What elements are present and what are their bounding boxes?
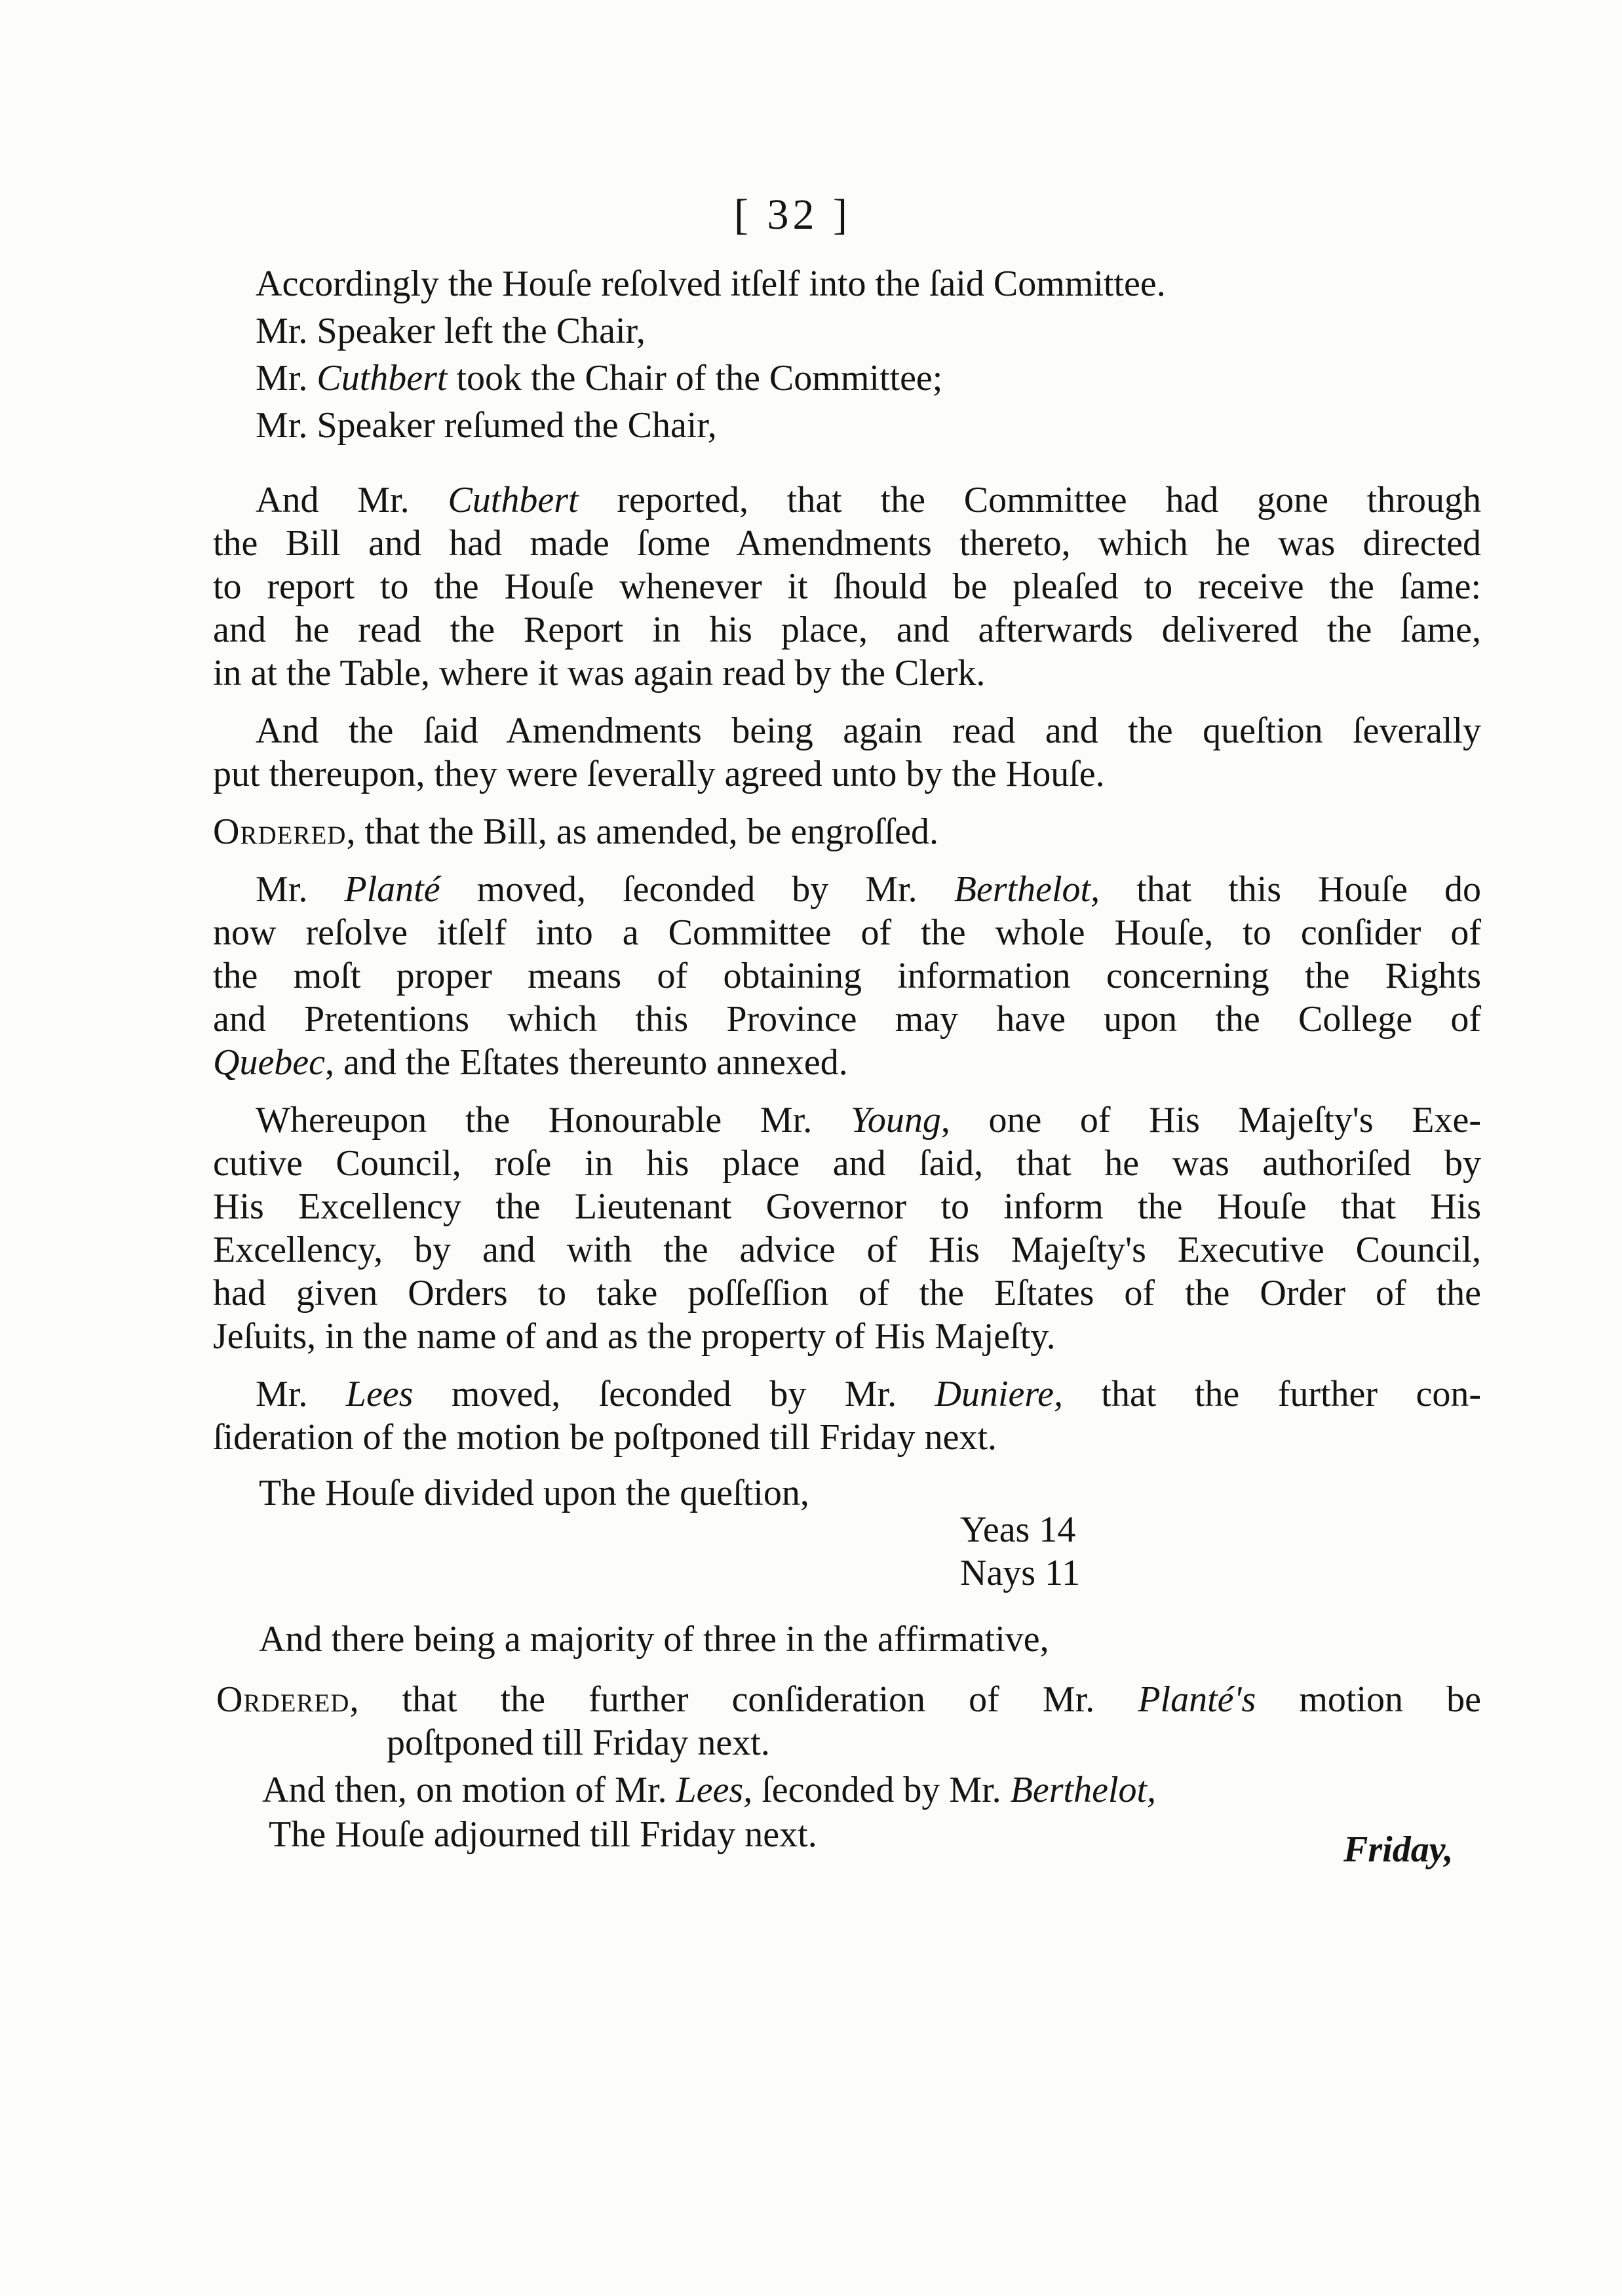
italic-name: Young	[850, 1100, 941, 1140]
text-line	[256, 404, 717, 447]
italic-name: Planté's	[1138, 1679, 1256, 1720]
text-run: motion be	[1256, 1679, 1482, 1720]
text-line	[262, 1768, 1156, 1812]
catchword: Friday,	[1343, 1829, 1454, 1870]
text-run: The Houſe adjourned till Friday next.	[269, 1814, 817, 1855]
italic-name: Berthelot,	[1010, 1770, 1157, 1810]
text-run: cutive Council, roſe in his place and ſaid, that he was authoriſed by	[213, 1143, 1481, 1184]
text-run: Mr.	[256, 358, 317, 399]
text-line	[387, 1721, 770, 1764]
italic-name: Quebec	[213, 1042, 326, 1083]
text-line	[213, 1228, 1481, 1272]
text-line	[213, 954, 1481, 998]
text-run: Excellency, by and with the advice of His Majeſty's Executive Council,	[213, 1230, 1481, 1270]
text-line	[213, 608, 1481, 652]
text-line	[213, 998, 1481, 1041]
page-number: [ 32 ]	[734, 191, 851, 239]
text-run: in at the Table, where it was again read by the Clerk.	[213, 653, 986, 693]
text-line	[213, 752, 1105, 796]
italic-name: Lees	[345, 1374, 414, 1414]
text-run: took the Chair of the Committee;	[447, 358, 943, 399]
text-run: , that the further conſideration of Mr.	[349, 1679, 1138, 1720]
text-line	[256, 357, 942, 400]
text-line	[213, 810, 938, 853]
yeas-count: Yeas 14	[960, 1509, 1076, 1550]
text-run: Mr. Speaker reſumed the Chair,	[256, 405, 717, 446]
text-run: Mr.	[256, 869, 345, 910]
text-run: Mr.	[256, 1374, 346, 1414]
text-line	[213, 522, 1481, 565]
text-line	[213, 1142, 1481, 1185]
text-line	[269, 1813, 817, 1856]
text-run: had given Orders to take poſſeſſion of the Eſtates of the Order of the	[213, 1273, 1481, 1313]
italic-name: Cuthbert	[317, 358, 448, 399]
text-run: ſideration of the motion be poſtponed till Friday next.	[213, 1417, 997, 1458]
text-line	[256, 1099, 1481, 1142]
text-line	[216, 1678, 1481, 1721]
text-run: The Houſe divided upon the queſtion,	[259, 1473, 809, 1513]
text-run: that the further con-	[1062, 1374, 1481, 1414]
text-line	[213, 911, 1481, 954]
text-line	[213, 1272, 1481, 1315]
text-line	[259, 1618, 1049, 1661]
text-run: the moſt proper means of obtaining information concerning the Rights	[213, 956, 1481, 996]
text-run: And the ſaid Amendments being again read and the queſtion ſeverally	[256, 710, 1481, 751]
text-run: put thereupon, they were ſeverally agreed unto by the Houſe.	[213, 754, 1105, 794]
text-run: His Excellency the Lieutenant Governor to inform the Houſe that His	[213, 1186, 1481, 1227]
italic-name: Duniere,	[935, 1374, 1063, 1414]
text-line	[256, 1372, 1481, 1416]
text-run: And then, on motion of Mr.	[262, 1770, 676, 1810]
text-run: Mr. Speaker left the Chair,	[256, 311, 646, 351]
italic-name: Lees,	[676, 1770, 753, 1810]
text-run: poſtponed till Friday next.	[387, 1722, 770, 1763]
text-run: , and the Eſtates thereunto annexed.	[325, 1042, 848, 1083]
text-line	[213, 565, 1481, 608]
italic-name: Berthelot,	[954, 869, 1100, 910]
text-run: ſeconded by Mr.	[752, 1770, 1011, 1810]
text-run: And there being a majority of three in the affirmative,	[259, 1619, 1049, 1660]
text-run: , that the Bill, as amended, be engroſſed.	[346, 811, 938, 852]
text-run: , one of His Majeſty's Exe-	[940, 1100, 1481, 1140]
text-run: to report to the Houſe whenever it ſhould be pleaſed to receive the ſame:	[213, 566, 1481, 607]
nays-count: Nays 11	[960, 1553, 1081, 1593]
text-run: reported, that the Committee had gone through	[578, 480, 1482, 520]
text-line	[213, 1416, 997, 1459]
text-line	[256, 868, 1481, 911]
text-run: And Mr.	[256, 480, 448, 520]
text-line	[259, 1471, 809, 1515]
text-run: moved, ſeconded by Mr.	[440, 869, 954, 910]
text-run: Accordingly the Houſe reſolved itſelf into the ſaid Committee.	[256, 263, 1166, 304]
text-run: now reſolve itſelf into a Committee of the whole Houſe, to conſider of	[213, 912, 1481, 953]
text-run: Whereupon the Honourable Mr.	[256, 1100, 851, 1140]
text-line	[256, 309, 646, 353]
text-run: and Pretentions which this Province may have upon the College of	[213, 999, 1481, 1040]
text-line	[256, 478, 1481, 522]
italic-name: Planté	[344, 869, 440, 910]
small-caps-word: Ordered	[216, 1679, 350, 1720]
text-line	[213, 1315, 1056, 1358]
text-run: the Bill and had made ſome Amendments thereto, which he was directed	[213, 523, 1481, 564]
text-line	[213, 652, 985, 695]
text-line	[256, 262, 1166, 305]
text-run: moved, ſeconded by Mr.	[413, 1374, 935, 1414]
text-run: Jeſuits, in the name of and as the property of His Majeſty.	[213, 1316, 1056, 1357]
text-line	[213, 1185, 1481, 1228]
text-run: and he read the Report in his place, and afterwards delivered the ſame,	[213, 610, 1481, 650]
text-line	[213, 1041, 848, 1084]
text-run: that this Houſe do	[1100, 869, 1482, 910]
text-line	[256, 709, 1481, 752]
italic-name: Cuthbert	[448, 480, 579, 520]
small-caps-word: Ordered	[213, 811, 347, 852]
